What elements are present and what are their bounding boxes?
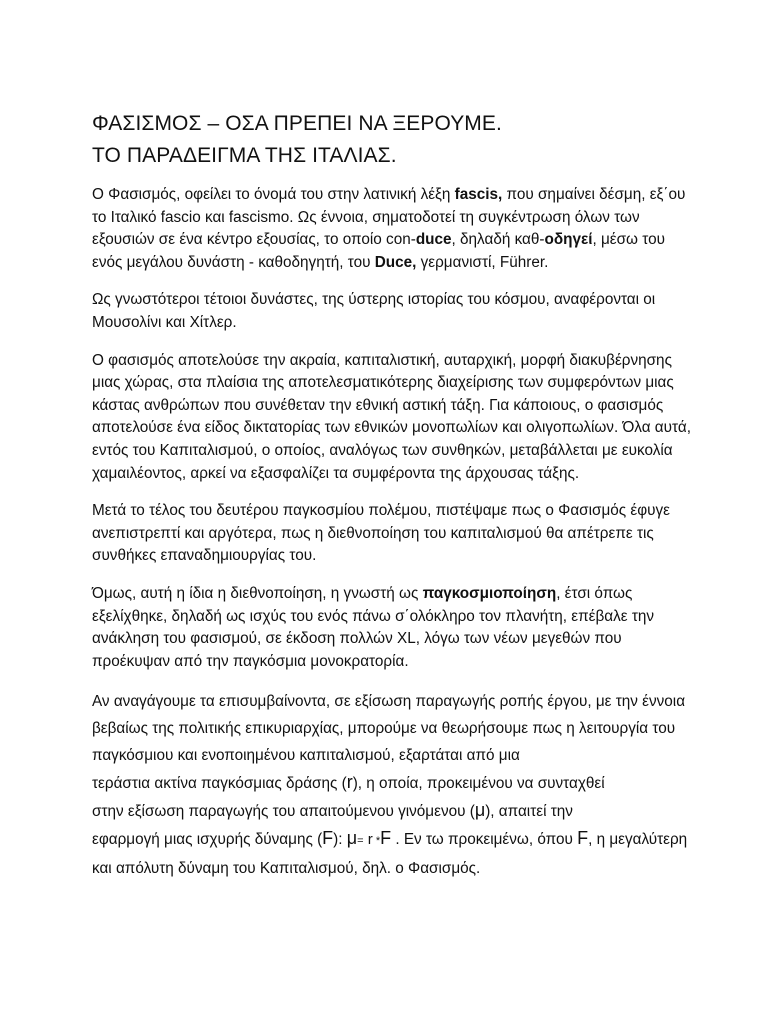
bold-term-globalization: παγκοσμιοποίηση [422, 584, 557, 602]
text-run: εφαρμογή μιας ισχυρής δύναμης ( [92, 831, 323, 849]
text-run: Όμως, αυτή η ίδια η διεθνοποίηση, η γνωστή ως [92, 584, 423, 602]
equation-r: r [363, 831, 373, 849]
text-run: . Εν τω προκειμένω, όπου [391, 831, 578, 849]
symbol-F: F [322, 828, 334, 849]
paragraph-3: Ο φασισμός αποτελούσε την ακραία, καπιταλιστική, αυταρχική, μορφή διακυβέρνησης μιας χώρας, στα πλαίσια της αποτελεσματικότερης διαχείρισης των συμφερόντων μιας κάστας ανθρώπων που συνέθεταν την εθνική αστική τάξη. Για κάποιους, ο φασισμός αποτελούσε ένα είδος δικτατορίας των εθνικών μονοπωλίων και ολιγοπωλίων. Όλα αυτά, εντός του Καπιταλισμού, ο οποίος, αναλόγως των συνθηκών, μεταβάλλεται με ευκολία χαμαιλέοντος, αρκεί να εξασφαλίζει τα συμφέροντα της άρχουσας τάξης. [92, 351, 691, 482]
text-run: , δηλαδή καθ- [451, 231, 545, 249]
text-run: , έτσι όπως εξελίχθηκε, δηλαδή ως ισχύς του ενός πάνω σ΄ολόκληρο τον πλανήτη, επέβαλε την ανάκληση του φασισμού, σε έκδοση πολλών XL, λόγω των νέων μεγεθών που προέκυψαν από την παγκόσμια μονοκρατορία. [92, 584, 655, 670]
text-run: Αν αναγάγουμε τα επισυμβαίνοντα, σε εξίσωση παραγωγής ροπής έργου, με την έννοια βεβαίως της πολιτικής επικυριαρχίας, μπορούμε να θεωρήσουμε πως η λειτουργία του παγκόσμιου και ενοποιημένου καπιταλισμού, εξαρτάται από μια [92, 693, 686, 765]
symbol-mu: μ [474, 800, 486, 821]
bold-term-duce-name: Duce, [374, 253, 417, 271]
title-line-2: ΤΟ ΠΑΡΑΔΕΙΓΜΑ ΤΗΣ ΙΤΑΛΙΑΣ. [92, 144, 397, 167]
equation-multiply: * [372, 835, 381, 848]
paragraph-4: Μετά το τέλος του δευτέρου παγκοσμίου πολέμου, πιστέψαμε πως ο Φασισμός έφυγε ανεπιστρεπτί και αργότερα, πως η διεθνοποίηση του καπιταλισμού θα απέτρεπε τις συνθήκες επαναδημιουργίας του. [92, 502, 670, 565]
text-run: , μέσω του ενός μεγάλου δυνάστη - καθοδηγητή, του [92, 231, 665, 271]
paragraph-6 [92, 688, 692, 882]
bold-term-odigei: οδηγεί [544, 231, 593, 249]
paragraph-1 [92, 184, 692, 274]
bold-term-fascis: fascis, [454, 186, 503, 203]
equation-F: F [380, 828, 392, 849]
text-run: Ο Φασισμός, οφείλει το όνομά του στην λατινική λέξη [92, 186, 455, 203]
document-page [92, 108, 692, 897]
document-title [92, 108, 692, 172]
text-run: ), απαιτεί την [485, 803, 573, 821]
paragraph-5 [92, 583, 692, 673]
text-run: στην εξίσωση παραγωγής του απαιτούμενου γινόμενου ( [92, 803, 475, 821]
text-run: , η μεγαλύτερη και απόλυτη δύναμη του Καπιταλισμού, δηλ. ο Φασισμός. [92, 831, 688, 878]
text-run: ), η οποία, προκειμένου να συνταχθεί [352, 775, 605, 793]
equation-mu: μ [346, 828, 358, 849]
symbol-F: F [577, 828, 589, 849]
equation-equals: = [357, 835, 364, 848]
paragraph-2: Ως γνωστότεροι τέτοιοι δυνάστες, της ύστερης ιστορίας του κόσμου, αναφέρονται οι Μουσολίνι και Χίτλερ. [92, 291, 656, 331]
bold-term-duce: duce [415, 231, 452, 249]
text-run: που σημαίνει δέσμη, εξ΄ου το Ιταλικό fascio και fascismo. Ως έννοια, σηματοδοτεί τη συγκέντρωση όλων των εξουσιών σε ένα κέντρο εξουσίας, το οποίο con- [92, 186, 686, 249]
text-run: γερμανιστί, Führer. [416, 253, 549, 271]
title-line-1: ΦΑΣΙΣΜΟΣ – ΟΣΑ ΠΡΕΠΕΙ ΝΑ ΞΕΡΟΥΜΕ. [92, 112, 502, 135]
symbol-r: r [346, 772, 353, 793]
text-run: ): [333, 831, 347, 849]
text-run: τεράστια ακτίνα παγκόσμιας δράσης ( [92, 775, 347, 793]
